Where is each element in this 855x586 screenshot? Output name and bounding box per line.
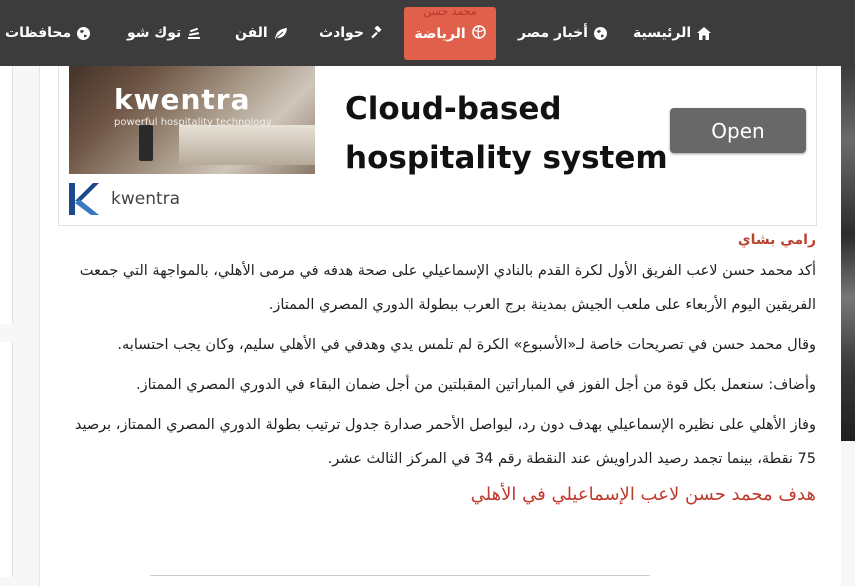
article-body xyxy=(60,228,816,505)
nav-home-label: الرئيسية xyxy=(633,25,692,41)
ad-logo-text: kwentra xyxy=(111,189,181,209)
article-paragraph: أكد محمد حسن لاعب الفريق الأول لكرة القدم بالنادي الإسماعيلي على صحة هدفه في مرمى الأهلي، بالمواجهة التي جمعت الفريقين اليوم الأربعاء على ملعب الجيش بمدينة برج العرب ببطولة الدوري المصري الممتاز. xyxy=(79,263,816,313)
nav-sports[interactable] xyxy=(404,7,496,60)
globe-icon xyxy=(594,27,607,40)
nav-talk-show[interactable] xyxy=(127,0,201,66)
nav-tooltip: محمد حسن xyxy=(423,5,477,18)
nav-egypt-news-label: أخبار مصر xyxy=(518,25,588,41)
nav-accidents[interactable] xyxy=(319,0,384,66)
divider xyxy=(150,575,650,576)
globe-icon xyxy=(77,27,90,40)
home-icon xyxy=(697,27,711,40)
sidebar-fragment-bottom xyxy=(0,342,13,577)
nav-sports-label: الرياضة xyxy=(414,25,466,42)
ad-image-brand: kwentra xyxy=(114,83,251,116)
advertisement[interactable] xyxy=(58,46,817,226)
article-paragraph: وفاز الأهلي على نظيره الإسماعيلي بهدف دون رد، ليواصل الأحمر صدارة جدول ترتيب بطولة الدوري المصري الممتاز، برصيد 75 نقطة، بينما تجمد رصيد الدراويش عند النقطة رقم 34 في المركز الثالث عشر. xyxy=(74,417,816,467)
article-subheading: هدف محمد حسن لاعب الإسماعيلي في الأهلي xyxy=(470,484,816,505)
article-paragraph: وقال محمد حسن في تصريحات خاصة لـ«الأسبوع» الكرة لم تلمس يدي وهدفي في الأهلي سليم، وكان يجب احتسابه. xyxy=(117,337,816,353)
nav-home[interactable] xyxy=(633,0,711,66)
nav-governorates[interactable] xyxy=(5,0,90,66)
gavel-icon xyxy=(370,26,384,40)
article-paragraph: وأضاف: سنعمل بكل قوة من أجل الفوز في المباراتين المقبلتين من أجل ضمان البقاء في الدوري المصري الممتاز. xyxy=(136,377,816,393)
leaf-icon xyxy=(274,27,288,40)
nav-art[interactable] xyxy=(235,0,288,66)
nav-talk-show-label: توك شو xyxy=(127,25,182,41)
side-photo xyxy=(839,66,855,441)
nav-art-label: الفن xyxy=(235,25,268,41)
ball-icon xyxy=(472,25,486,43)
kwentra-logo-icon xyxy=(69,183,99,215)
author-name[interactable]: رامي بشاي xyxy=(737,232,816,248)
stack-icon xyxy=(187,27,201,40)
nav-governorates-label: محافظات xyxy=(5,25,72,41)
nav-egypt-news[interactable] xyxy=(518,0,607,66)
sidebar-fragment-top xyxy=(0,66,13,324)
nav-accidents-label: حوادث xyxy=(319,25,364,41)
ad-headline[interactable]: Cloud-based hospitality system xyxy=(345,91,668,176)
ad-open-button[interactable]: Open xyxy=(670,108,806,153)
ad-image-tagline: powerful hospitality technology xyxy=(114,117,272,128)
